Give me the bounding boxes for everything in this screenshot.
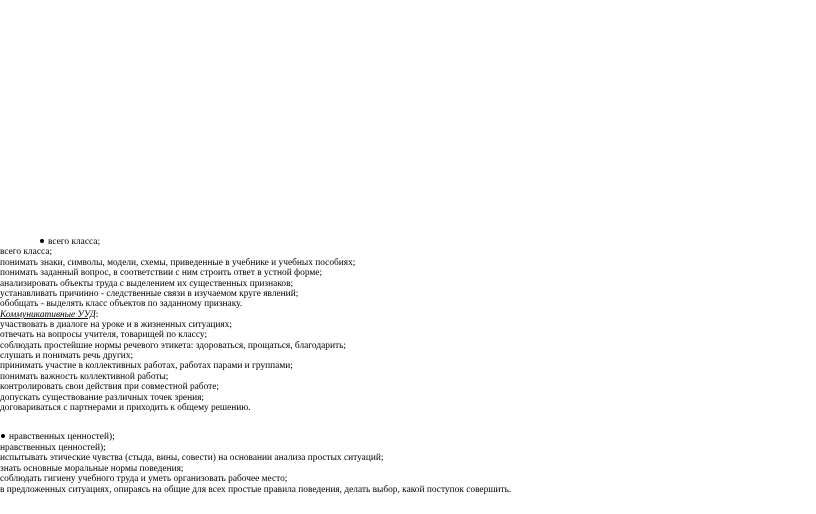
bullet-line-1-text: всего класса; (48, 237, 101, 247)
text-line: допускать существование различных точек зрения; (0, 393, 205, 403)
text-line: соблюдать простейшие нормы речевого этикета: здороваться, прощаться, благодарить; (0, 341, 346, 351)
text-line: испытывать этические чувства (стыда, вины, совести) на основании анализа простых ситуаций; (0, 453, 384, 463)
communicative-heading-text: Коммуникативные УУД (0, 310, 96, 320)
text-line: нравственных ценностей); (0, 443, 106, 453)
text-line: контролировать свои действия при совместной работе; (0, 382, 220, 392)
text-line: понимать важность коллективной работы; (0, 372, 169, 382)
text-line: участвовать в диалоге на уроке и в жизненных ситуациях; (0, 320, 232, 330)
text-line: соблюдать гигиену учебного труда и уметь организовать рабочее место; (0, 474, 288, 484)
text-line: отвечать на вопросы учителя, товарищей по классу; (0, 330, 208, 340)
bullet-icon (1, 434, 5, 438)
bullet-icon (40, 239, 44, 243)
text-line: знать основные моральные нормы поведения; (0, 464, 184, 474)
bullet-line-2 (1, 432, 115, 443)
text-line: договариваться с партнерами и приходить к общему решению. (0, 403, 251, 413)
text-line: всего класса; (0, 247, 53, 257)
text-line: принимать участие в коллективных работах, работах парами и группами; (0, 361, 293, 371)
text-line: слушать и понимать речь других; (0, 351, 134, 361)
text-line: устанавливать причинно - следственные связи в изучаемом круге явлений; (0, 289, 299, 299)
text-line: в предложенных ситуациях, опираясь на общие для всех простые правила поведения, делать выбор, какой поступок совершить. (0, 485, 512, 495)
communicative-heading-colon: : (95, 310, 99, 320)
bullet-line-2-text: нравственных ценностей); (9, 432, 115, 442)
text-line: понимать заданный вопрос, в соответствии с ним строить ответ в устной форме; (0, 268, 323, 278)
text-line: обобщать - выделять класс объектов по заданному признаку. (0, 299, 243, 309)
text-line: анализировать объекты труда с выделением их существенных признаков; (0, 279, 294, 289)
text-line: понимать знаки, символы, модели, схемы, приведенные в учебнике и учебных пособиях; (0, 258, 356, 268)
